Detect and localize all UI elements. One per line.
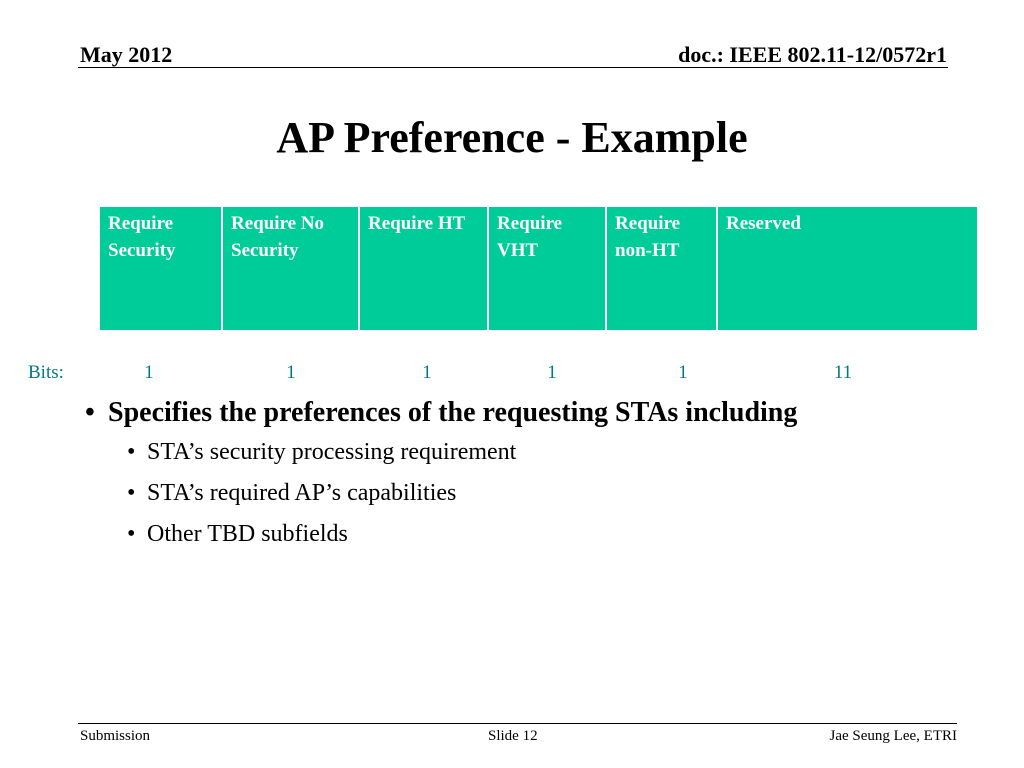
sub-bullet bbox=[85, 432, 955, 473]
sub-bullet-text: STA’s required AP’s capabilities bbox=[147, 480, 457, 506]
header-rule bbox=[78, 67, 948, 68]
footer-slide-number: Slide 12 bbox=[488, 728, 538, 744]
field-format-table bbox=[98, 205, 979, 332]
field-cell-require-non-ht: Require non-HT bbox=[606, 206, 717, 331]
sub-bullet-text: STA’s security processing requirement bbox=[147, 439, 517, 465]
bit-count-require-vht: 1 bbox=[547, 362, 557, 383]
field-cell-require-vht: Require VHT bbox=[488, 206, 606, 331]
bullet-dot-icon: • bbox=[127, 521, 136, 547]
field-cell-require-ht: Require HT bbox=[359, 206, 488, 331]
bits-label: Bits: bbox=[28, 362, 64, 383]
bullet-list bbox=[85, 393, 955, 555]
field-cell-reserved: Reserved bbox=[717, 206, 978, 331]
bullet-main bbox=[85, 393, 955, 432]
header-date: May 2012 bbox=[80, 42, 173, 67]
field-cell-require-security: Require Security bbox=[99, 206, 222, 331]
bullet-main-text: Specifies the preferences of the requesting STAs including bbox=[108, 397, 798, 428]
bit-count-require-ht: 1 bbox=[422, 362, 432, 383]
bullet-dot-icon: • bbox=[127, 480, 136, 506]
table-row bbox=[99, 206, 978, 331]
sub-bullet bbox=[85, 514, 955, 555]
footer-rule bbox=[78, 723, 957, 724]
bit-count-require-no-security: 1 bbox=[286, 362, 296, 383]
bits-row bbox=[0, 362, 1024, 386]
bit-count-reserved: 11 bbox=[833, 362, 853, 383]
bullet-dot-icon: • bbox=[85, 397, 95, 428]
bullet-dot-icon: • bbox=[127, 439, 136, 465]
bit-count-require-security: 1 bbox=[144, 362, 154, 383]
slide-title: AP Preference - Example bbox=[276, 113, 748, 162]
header-doc-id: doc.: IEEE 802.11-12/0572r1 bbox=[678, 42, 947, 67]
footer-author: Jae Seung Lee, ETRI bbox=[829, 728, 957, 744]
field-cell-require-no-security: Require No Security bbox=[222, 206, 359, 331]
bit-count-require-non-ht: 1 bbox=[678, 362, 688, 383]
sub-bullet bbox=[85, 473, 955, 514]
sub-bullet-text: Other TBD subfields bbox=[147, 521, 348, 547]
footer-submission: Submission bbox=[80, 728, 151, 744]
